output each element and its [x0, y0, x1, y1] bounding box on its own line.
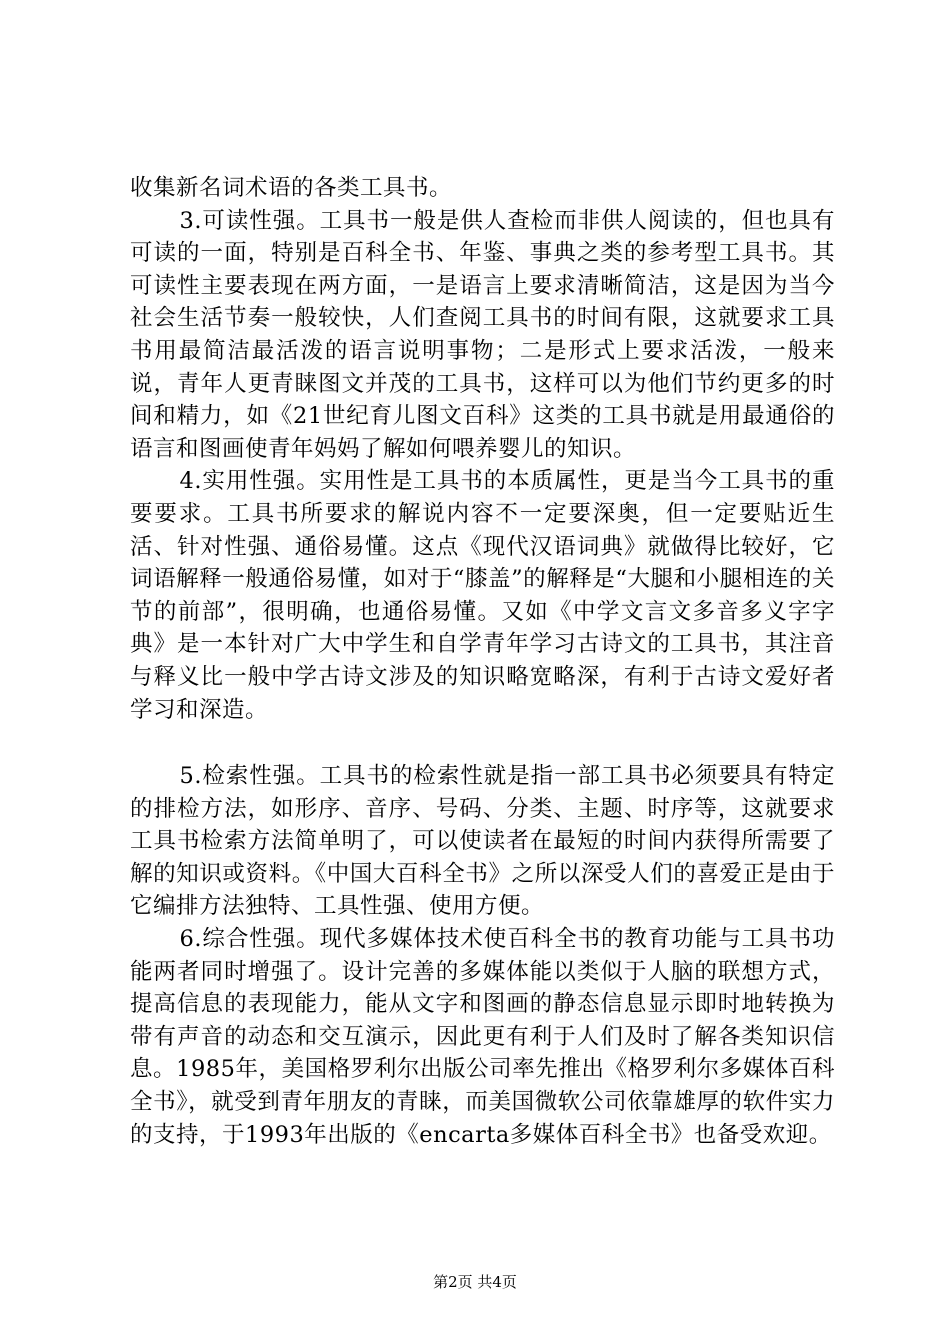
paragraph-retrievability: 5.检索性强。工具书的检索性就是指一部工具书必须要具有特定的排检方法，如形序、音序、号码、分类、主题、时序等，这就要求工具书检索方法简单明了，可以使读者在最短的时间内获得所需要了解的知识或资料。《中国大百科全书》之所以深受人们的喜爱正是由于它编排方法独特、工具性强、使用方便。 [130, 763, 835, 920]
page-number-footer: 第2页 共4页 [433, 1273, 517, 1291]
paragraph-readability: 3.可读性强。工具书一般是供人查检而非供人阅读的，但也具有可读的一面，特别是百科全书、年鉴、事典之类的参考型工具书。其可读性主要表现在两方面，一是语言上要求清晰简洁，这是因为当今社会生活节奏一般较快，人们查阅工具书的时间有限，这就要求工具书用最简洁最活泼的语言说明事物；二是形式上要求活泼，一般来说，青年人更青睐图文并茂的工具书，这样可以为他们节约更多的时间和精力，如《21世纪育儿图文百科》这类的工具书就是用最通俗的语言和图画使青年妈妈了解如何喂养婴儿的知识。 [130, 207, 835, 462]
document-body [130, 172, 835, 1151]
paragraph-continuation: 收集新名词术语的各类工具书。 [130, 175, 453, 201]
paragraph-comprehensiveness: 6.综合性强。现代多媒体技术使百科全书的教育功能与工具书功能两者同时增强了。设计完善的多媒体能以类似于人脑的联想方式，提高信息的表现能力，能从文字和图画的静态信息显示即时地转换为带有声音的动态和交互演示，因此更有利于人们及时了解各类知识信息。1985年，美国格罗利尔出版公司率先推出《格罗利尔多媒体百科全书》，就受到青年朋友的青睐，而美国微软公司依靠雄厚的软件实力的支持，于1993年出版的《encarta多媒体百科全书》也备受欢迎。 [130, 926, 835, 1148]
paragraph-practicality: 4.实用性强。实用性是工具书的本质属性，更是当今工具书的重要要求。工具书所要求的解说内容不一定要深奥，但一定要贴近生活、针对性强、通俗易懂。这点《现代汉语词典》就做得比较好，它词语解释一般通俗易懂，如对于“膝盖”的解释是“大腿和小腿相连的关节的前部”，很明确，也通俗易懂。又如《中学文言文多音多义字字典》是一本针对广大中学生和自学青年学习古诗文的工具书，其注音与释义比一般中学古诗文涉及的知识略宽略深，有利于古诗文爱好者学习和深造。 [130, 468, 835, 723]
